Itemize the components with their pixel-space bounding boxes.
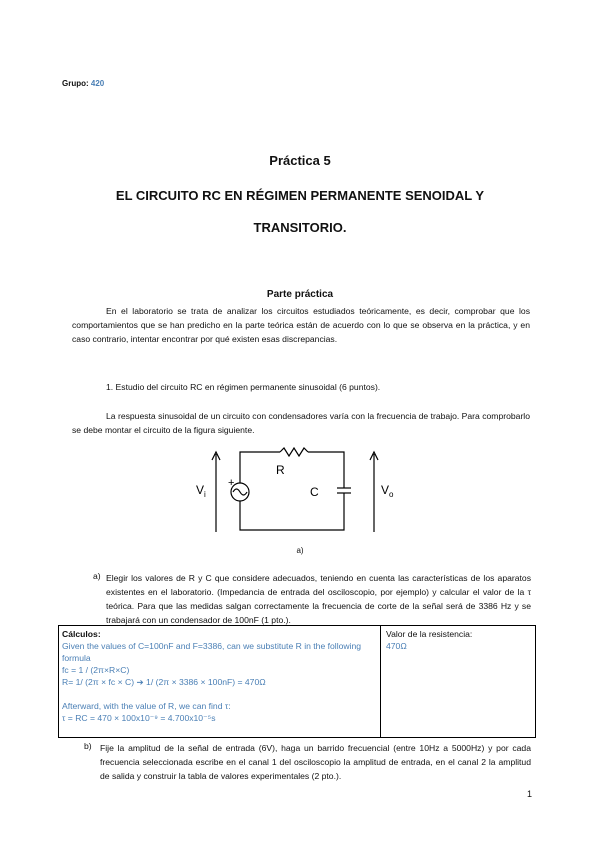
item-b-letter: b) — [84, 741, 92, 751]
sine-wave-icon — [233, 489, 247, 495]
label-c: C — [310, 485, 319, 499]
wire-bottom — [240, 493, 344, 530]
calculation-table — [58, 625, 536, 738]
intro-paragraph: En el laboratorio se trata de analizar los circuitos estudiados teóricamente, es decir, comprobar que los comportamientos que se han predicho en la parte teórica están de acuerdo con lo que se observa en la práctica, y en caso contrario, intentar encontrar por qué existen esas discrepancias. — [72, 306, 530, 344]
main-title-line1: EL CIRCUITO RC EN RÉGIMEN PERMANENTE SENOIDAL Y — [115, 188, 485, 203]
calc-line5: τ = RC = 470 × 100x10⁻⁹ = 4.700x10⁻⁵s — [62, 713, 216, 723]
section-heading: Parte práctica — [266, 289, 334, 300]
rc-circuit-diagram — [180, 440, 420, 540]
resistance-value: 470Ω — [386, 641, 407, 651]
wire-top-left — [240, 452, 280, 483]
calc-header: Cálculos: — [62, 629, 101, 639]
plus-sign: + — [228, 477, 235, 489]
grupo-label — [62, 79, 104, 88]
main-title-line2: TRANSITORIO. — [253, 220, 347, 235]
table-divider — [380, 626, 381, 737]
item-a-letter: a) — [93, 571, 101, 581]
resistance-cell — [386, 628, 534, 652]
calc-line1: Given the values of C=100nF and F=3386, can we substitute R in the following formula — [62, 641, 362, 663]
item-a-text: Elegir los valores de R y C que considere adecuados, teniendo en cuenta las características de los aparatos existentes en el laboratorio. (Impedancia de entrada del osciloscopio, por ejemplo) y calcular el valor de la τ teórica. Para que las medidas salgan correctamente la frecuencia de corte de la señal será de 3386 Hz y se trabajará con un condensador de 100nF (1 pto.). — [106, 573, 531, 625]
calc-line3: R= 1/ (2π × fc × C) ➔ 1/ (2π × 3386 × 100nF) = 470Ω — [62, 677, 266, 687]
figure-caption: a) — [296, 546, 304, 555]
response-paragraph: La respuesta sinusoidal de un circuito con condensadores varía con la frecuencia de trabajo. Para comprobarlo se debe montar el circuito de la figura siguiente. — [72, 411, 530, 435]
resistor-symbol — [280, 448, 308, 456]
page-number: 1 — [527, 789, 533, 799]
item-1-heading: 1. Estudio del circuito RC en régimen permanente sinusoidal (6 puntos). — [106, 382, 381, 392]
grupo-number: 420 — [90, 79, 105, 88]
item-b-text: Fije la amplitud de la señal de entrada (6V), haga un barrido frecuencial (entre 10Hz a 5000Hz) y por cada frecuencia seleccionada escribe en el canal 1 del osciloscopio la amplitud de entrada, en el canal 2 la amplitud de salida y construir la tabla de valores experimentales (2 pto.). — [100, 743, 531, 781]
practice-title: Práctica 5 — [269, 153, 331, 168]
resistance-header: Valor de la resistencia: — [386, 629, 473, 639]
calc-line2: fc = 1 / (2π×R×C) — [62, 665, 130, 675]
label-vi: $V_i$ — [196, 483, 206, 499]
grupo-label-text: Grupo: — [62, 79, 89, 88]
calc-line4: Afterward, with the value of R, we can find τ: — [62, 701, 231, 711]
calculations-cell — [62, 628, 378, 724]
label-r: R — [276, 463, 285, 477]
label-vo: $V_o$ — [381, 483, 394, 499]
wire-top-right — [308, 452, 344, 488]
